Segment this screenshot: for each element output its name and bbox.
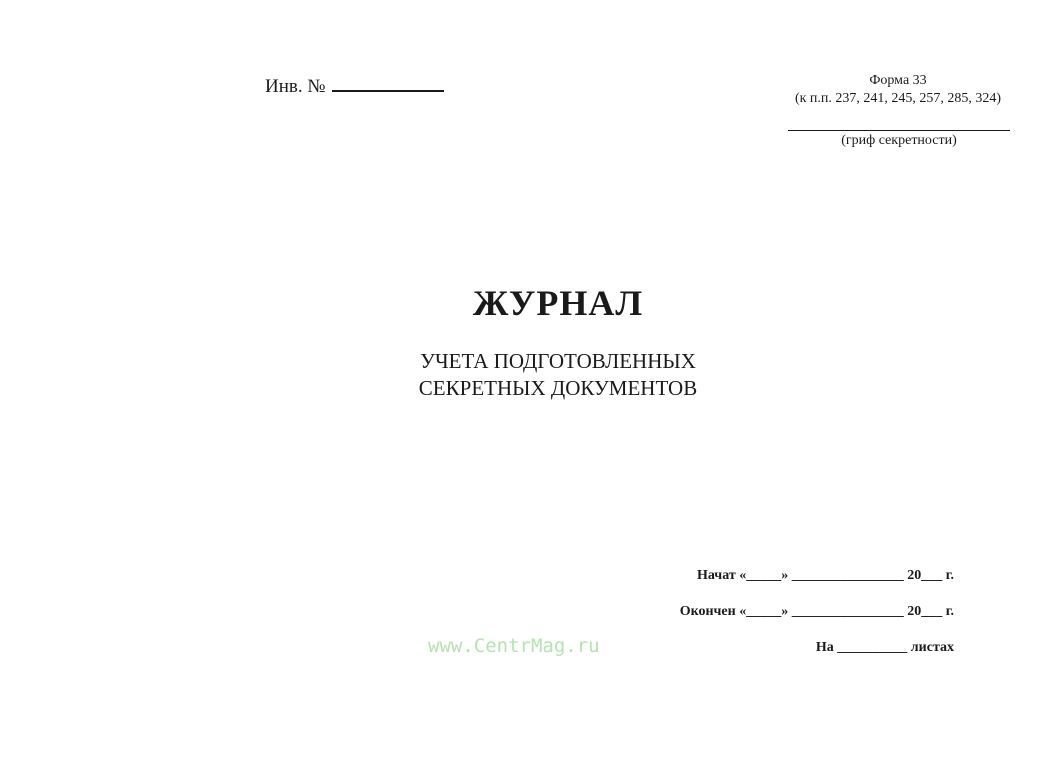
form-info — [780, 72, 1016, 108]
secrecy-blank-line — [788, 130, 1010, 131]
inventory-blank-line — [332, 76, 444, 92]
secrecy-caption: (гриф секретности) — [841, 133, 957, 148]
started-date-field: Начат «_____» ________________ 20___ г. — [696, 568, 954, 583]
inventory-label: Инв. № — [265, 76, 326, 97]
inventory-number — [265, 76, 444, 98]
form-reference: (к п.п. 237, 241, 245, 257, 285, 324) — [794, 91, 1002, 106]
subtitle-line-2: СЕКРЕТНЫХ ДОКУМЕНТОВ — [418, 376, 698, 400]
sheets-count-field: На __________ листах — [815, 640, 954, 655]
watermark: www.CentrMag.ru — [428, 635, 600, 657]
subtitle-line-1: УЧЕТА ПОДГОТОВЛЕННЫХ — [420, 349, 696, 373]
page-subtitle — [0, 348, 1052, 402]
form-name: Форма 33 — [869, 73, 927, 88]
page-title: ЖУРНАЛ — [472, 283, 644, 323]
finished-date-field: Окончен «_____» ________________ 20___ г. — [679, 604, 954, 619]
